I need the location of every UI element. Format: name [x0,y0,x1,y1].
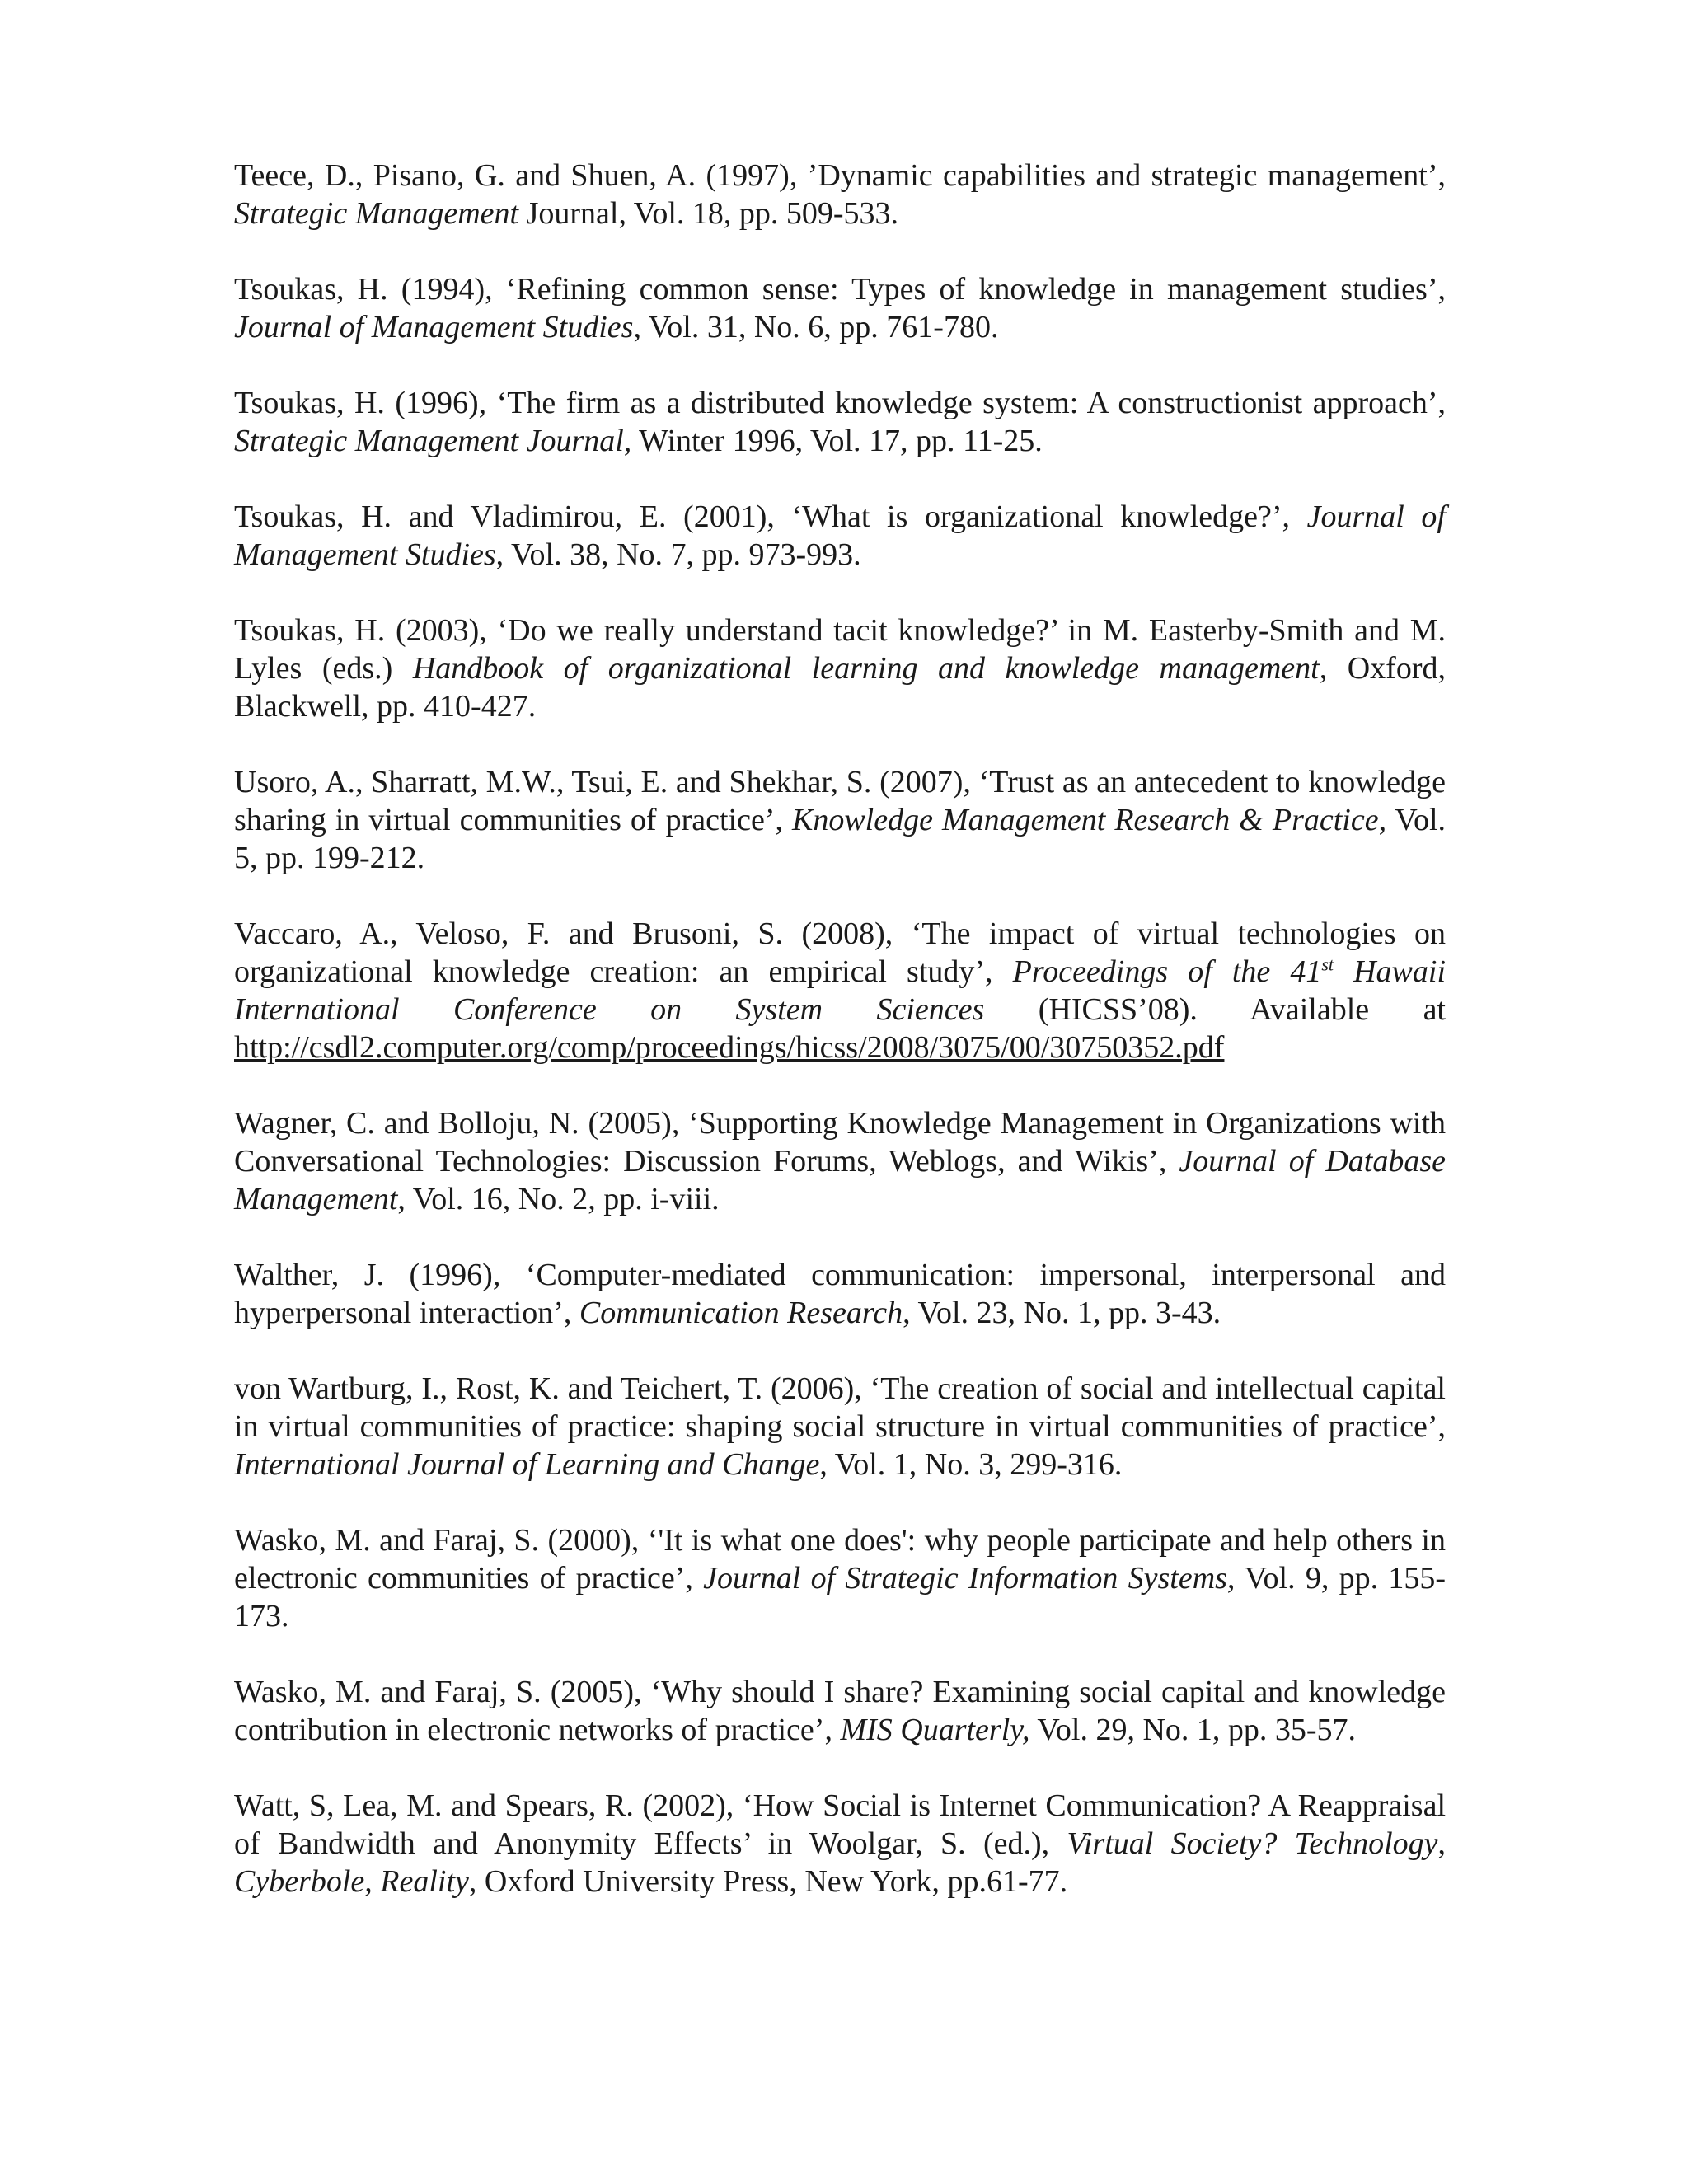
reference-text: Walther, J. (1996), ‘Computer-mediated communication: impersonal, interpersonal and hyperpersonal interaction’, [234,1258,1446,1330]
reference-entry [234,384,1446,460]
reference-text: , Oxford, Blackwell, pp. 410-427. [234,651,1446,724]
reference-italic-text: Cyberbole, Reality [234,1864,469,1899]
ordinal-suffix: st [1321,954,1334,975]
reference-italic-text: Virtual Society? Technology [1067,1826,1438,1861]
reference-italic-text: International Journal of Learning and Change [234,1447,820,1482]
reference-entry [234,498,1446,574]
reference-list [234,157,1446,1938]
reference-text: (HICSS’08). Available at [984,992,1446,1027]
reference-italic-text: MIS Quarterly, [840,1713,1030,1747]
reference-text: Vol. 29, No. 1, pp. 35-57. [1029,1713,1357,1747]
reference-italic-text: Journal of Strategic Information Systems, [703,1561,1236,1596]
reference-text: Teece, D., Pisano, G. and Shuen, A. (1997), ’Dynamic capabilities and strategic management’, [234,158,1446,193]
reference-entry [234,915,1446,1066]
reference-text: Tsoukas, H. and Vladimirou, E. (2001), ‘What is organizational knowledge?’, [234,499,1307,534]
reference-italic-text: Journal of Management Studies [234,499,1446,572]
reference-text: , Oxford University Press, New York, pp.61-77. [468,1864,1068,1899]
reference-text: , Vol. 38, No. 7, pp. 973-993. [495,537,861,572]
reference-text: Wasko, M. and Faraj, S. (2000), ‘'It is what one does': why people participate and help others in electronic communities of practice’, [234,1523,1446,1596]
reference-text: Wagner, C. and Bolloju, N. (2005), ‘Supporting Knowledge Management in Organizations with Conversational Technologies: Discussion Forums, Weblogs, and Wikis’, [234,1106,1446,1179]
reference-italic-text: Journal of Management Studies [234,310,634,344]
reference-entry [234,612,1446,725]
reference-text: Usoro, A., Sharratt, M.W., Tsui, E. and Shekhar, S. (2007), ‘Trust as an antecedent to knowledge sharing in virtual communities of practice’, [234,765,1446,837]
reference-text: Tsoukas, H. (1996), ‘The firm as a distributed knowledge system: A constructionist approach’, [234,386,1446,420]
reference-entry [234,157,1446,232]
reference-text: , Vol. 1, No. 3, 299-316. [819,1447,1123,1482]
reference-italic-text: Strategic Management [234,196,519,231]
reference-italic-text: Journal of Database Management [234,1144,1446,1216]
reference-text: , Vol. 5, pp. 199-212. [234,803,1447,875]
reference-italic-text: Proceedings of the 41 [1012,954,1322,989]
reference-text: Vaccaro, A., Veloso, F. and Brusoni, S. (2008), ‘The impact of virtual technologies on organizational knowledge creation: an empirical study’, [234,916,1446,989]
reference-text: , Vol. 16, No. 2, pp. i-viii. [397,1182,720,1216]
reference-text: , Vol. 31, No. 6, pp. 761-780. [633,310,999,344]
reference-entry [234,1256,1446,1332]
reference-text: Journal, Vol. 18, pp. 509-533. [518,196,899,231]
reference-text: Tsoukas, H. (1994), ‘Refining common sense: Types of knowledge in management studies’, [234,272,1446,307]
reference-text: von Wartburg, I., Rost, K. and Teichert, T. (2006), ‘The creation of social and intellectual capital in virtual communities of practice: shaping social structure in virtual communities of practice’, [234,1371,1446,1444]
reference-entry [234,270,1446,346]
reference-italic-text: Handbook of organizational learning and knowledge management [412,651,1320,686]
reference-italic-text: Strategic Management Journal [234,424,624,458]
reference-entry [234,1673,1446,1749]
reference-text: Tsoukas, H. (2003), ‘Do we really understand tacit knowledge?’ in M. Easterby-Smith and M. Lyles (eds.) [234,613,1446,686]
reference-italic-text: Hawaii International Conference on System Sciences [234,954,1447,1027]
reference-text: , [1437,1826,1446,1861]
reference-url-link[interactable]: http://csdl2.computer.org/comp/proceedings/hicss/2008/3075/00/30750352.pdf [234,1030,1225,1065]
reference-entry [234,1787,1446,1900]
reference-entry [234,1104,1446,1218]
reference-text: Wasko, M. and Faraj, S. (2005), ‘Why should I share? Examining social capital and knowledge contribution in electronic networks of practice’, [234,1675,1446,1747]
reference-italic-text: Communication Research [579,1296,903,1330]
reference-text: , Vol. 23, No. 1, pp. 3-43. [903,1296,1221,1330]
reference-text: Vol. 9, pp. 155-173. [234,1561,1446,1633]
reference-italic-text: Knowledge Management Research & Practice [791,803,1379,837]
reference-text: , Winter 1996, Vol. 17, pp. 11-25. [623,424,1043,458]
reference-entry [234,763,1446,877]
reference-text: Watt, S, Lea, M. and Spears, R. (2002), ‘How Social is Internet Communication? A Reappraisal of Bandwidth and Anonymity Effects’ in Woolgar, S. (ed.), [234,1788,1446,1861]
reference-entry [234,1521,1446,1635]
reference-entry [234,1370,1446,1483]
